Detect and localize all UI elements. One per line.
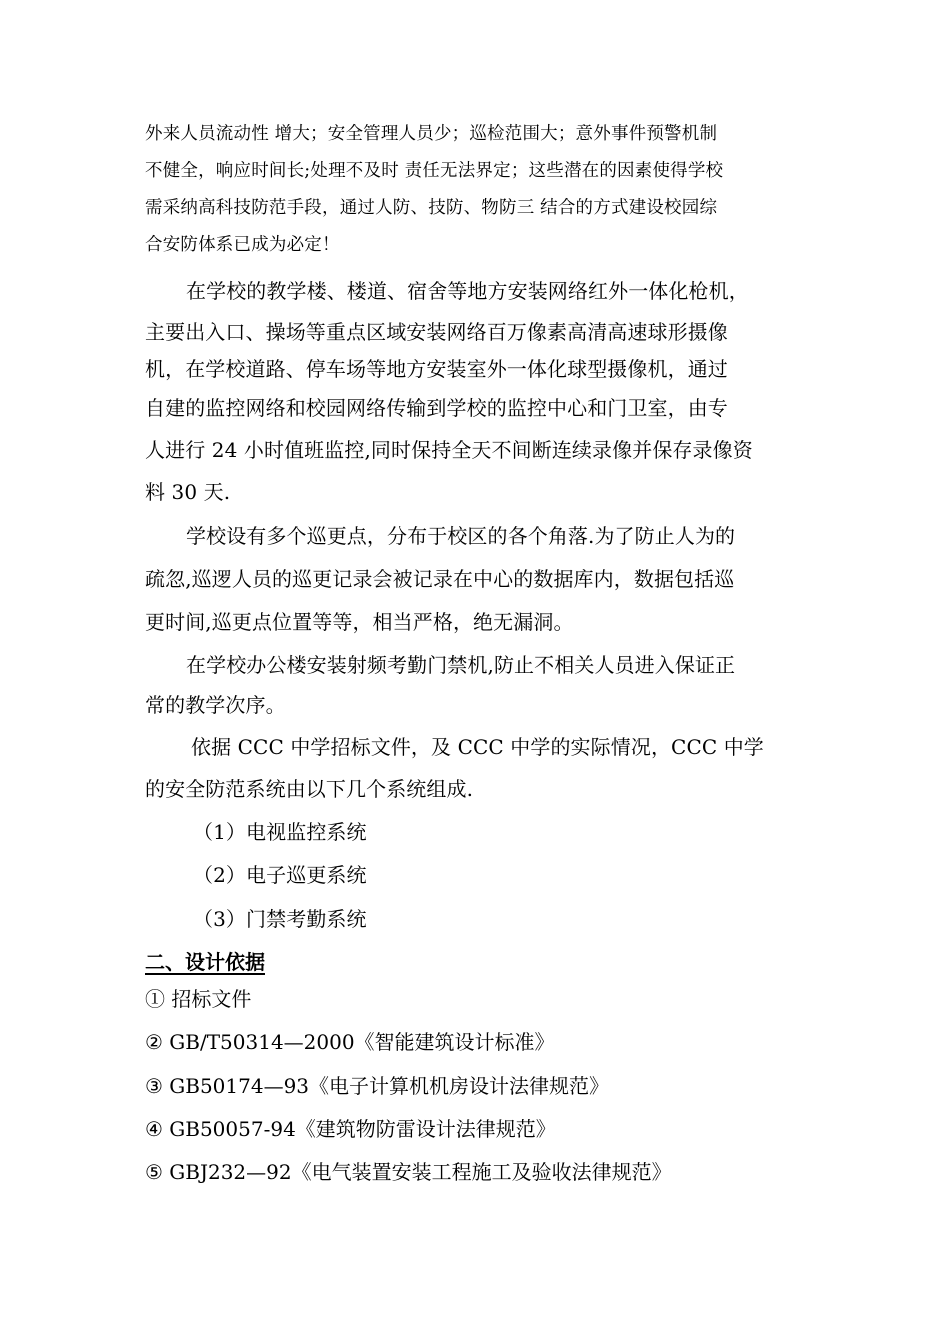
intro-line: 外来人员流动性 增大；安全管理人员少；巡检范围大；意外事件预警机制 (145, 124, 718, 144)
reference-item: ③ GB50174—93《电子计算机机房设计法律规范》 (145, 1074, 610, 1098)
system-list-item: （1）电视监控系统 (193, 820, 367, 844)
reference-item: ④ GB50057-94《建筑物防雷设计法律规范》 (145, 1117, 556, 1141)
paragraph-line: 在学校的教学楼、楼道、宿舍等地方安装网络红外一体化枪机， (186, 279, 749, 303)
paragraph-line: 在学校办公楼安装射频考勤门禁机,防止不相关人员进入保证正 (186, 653, 736, 677)
reference-item: ② GB/T50314—2000《智能建筑设计标准》 (145, 1030, 555, 1054)
paragraph-line: 的安全防范系统由以下几个系统组成. (145, 777, 474, 801)
paragraph-line: 料 30 天. (145, 480, 231, 504)
section-heading: 二、设计依据 (145, 950, 265, 974)
paragraph-line: 自建的监控网络和校园网络传输到学校的监控中心和门卫室，由专 (145, 396, 728, 420)
intro-line: 合安防体系已成为必定！ (145, 235, 340, 255)
intro-line: 不健全，响应时间长;处理不及时 责任无法界定；这些潜在的因素使得学校 (145, 161, 724, 181)
paragraph-line: 机，在学校道路、停车场等地方安装室外一体化球型摄像机，通过 (145, 357, 728, 381)
paragraph-line: 依据 CCC 中学招标文件，及 CCC 中学的实际情况，CCC 中学 (191, 735, 764, 759)
system-list-item: （3）门禁考勤系统 (193, 907, 367, 931)
paragraph-line: 人进行 24 小时值班监控,同时保持全天不间断连续录像并保存录像资 (145, 438, 753, 462)
system-list-item: （2）电子巡更系统 (193, 863, 367, 887)
paragraph-line: 更时间,巡更点位置等等，相当严格，绝无漏洞。 (145, 610, 574, 634)
paragraph-line: 学校设有多个巡更点，分布于校区的各个角落.为了防止人为的 (186, 524, 736, 548)
paragraph-line: 常的教学次序。 (145, 693, 286, 717)
intro-line: 需采纳高科技防范手段，通过人防、技防、物防三 结合的方式建设校园综 (145, 198, 718, 218)
paragraph-line: 疏忽,巡逻人员的巡更记录会被记录在中心的数据库内，数据包括巡 (145, 567, 735, 591)
reference-item: ① 招标文件 (145, 987, 252, 1011)
paragraph-line: 主要出入口、操场等重点区域安装网络百万像素高清高速球形摄像 (145, 320, 728, 344)
reference-item: ⑤ GBJ232—92《电气装置安装工程施工及验收法律规范》 (145, 1160, 672, 1184)
